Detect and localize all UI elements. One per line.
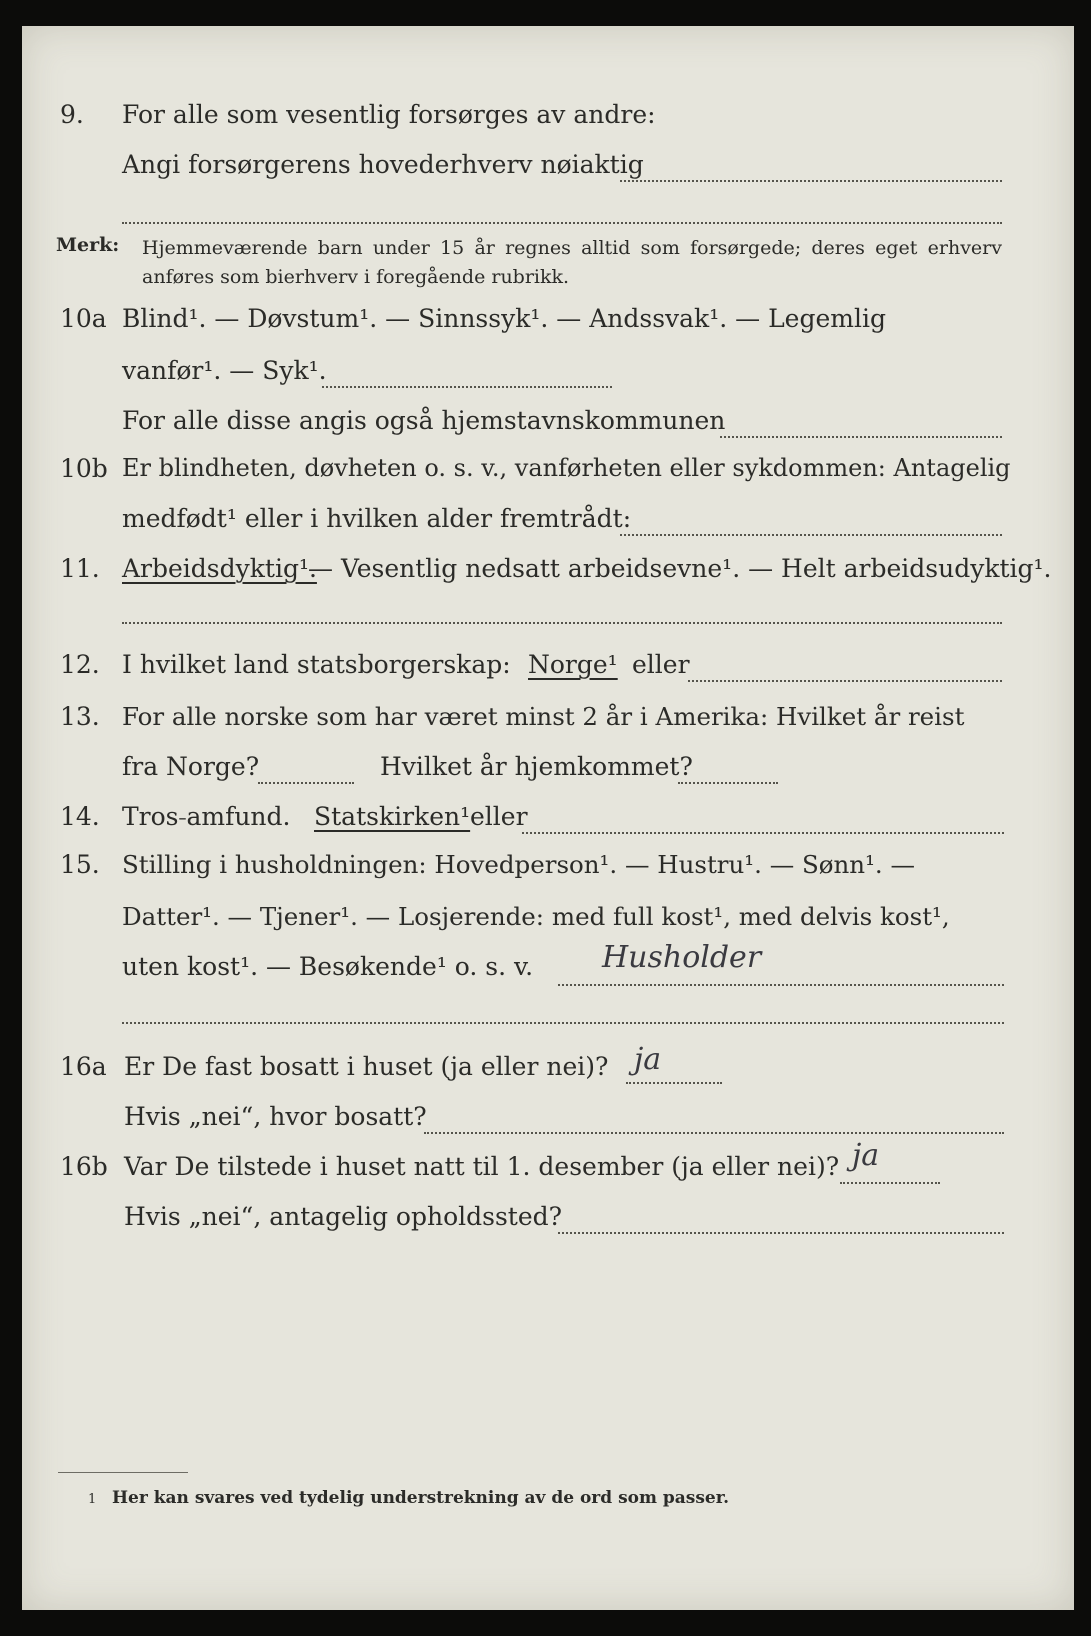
question-11 <box>22 554 1074 594</box>
answer-line[interactable] <box>122 222 1002 224</box>
question-16a <box>22 1042 1074 1092</box>
option-norge[interactable]: Norge¹ <box>528 650 618 679</box>
question-text: uten kost¹. — Besøkende¹ o. s. v. <box>122 952 534 981</box>
answer-line[interactable] <box>122 622 1002 624</box>
question-16b <box>22 1138 1074 1192</box>
question-14 <box>22 802 1074 842</box>
question-text: eller <box>632 650 690 679</box>
answer-line[interactable] <box>558 1232 1004 1234</box>
merk-text: Hjemmeværende barn under 15 år regnes alltid som forsørgede; deres eget erhverv anføres som bierhverv i foregående rubrikk. <box>142 237 1002 288</box>
question-text: Hvis „nei“, hvor bosatt? <box>124 1102 427 1131</box>
answer-line[interactable] <box>522 832 1004 834</box>
question-text: Datter¹. — Tjener¹. — Losjerende: med full kost¹, med delvis kost¹, <box>122 902 950 931</box>
question-number: 12. <box>60 650 100 679</box>
question-16a-line2 <box>22 1102 1074 1142</box>
question-10a-line2 <box>22 356 1074 396</box>
answer-line[interactable] <box>258 782 354 784</box>
question-number: 10a <box>60 304 107 333</box>
question-15-line3 <box>22 940 1074 992</box>
question-text: Var De tilstede i huset natt til 1. desember (ja eller nei)? <box>124 1152 840 1181</box>
question-number: 16a <box>60 1052 107 1081</box>
merk-label: Merk: <box>56 234 120 256</box>
question-text: eller <box>470 802 528 831</box>
answer-line[interactable] <box>620 534 1002 536</box>
question-text: fra Norge? <box>122 752 260 781</box>
question-15-line2 <box>22 902 1074 942</box>
question-text: I hvilket land statsborgerskap: <box>122 650 511 679</box>
question-9 <box>22 100 1074 140</box>
answer-line[interactable] <box>840 1182 940 1184</box>
option-arbeidsdyktig[interactable]: Arbeidsdyktig¹. <box>122 554 317 583</box>
handwritten-answer: ja <box>634 1042 662 1077</box>
question-number: 16b <box>60 1152 108 1181</box>
question-text: Tros ̵amfund. <box>122 802 291 831</box>
question-9-line2 <box>22 150 1074 190</box>
question-10a <box>22 304 1074 344</box>
question-text: For alle disse angis også hjemstavnskommunen <box>122 406 726 435</box>
question-10b-line2 <box>22 504 1074 544</box>
question-text: For alle norske som har været minst 2 år i Amerika: Hvilket år reist <box>122 702 965 731</box>
answer-line[interactable] <box>322 386 612 388</box>
question-text: Angi forsørgerens hovederhverv nøiaktig <box>122 150 644 179</box>
footnote-mark: 1 <box>88 1492 97 1507</box>
question-text: Er De fast bosatt i huset (ja eller nei)? <box>124 1052 609 1081</box>
question-number: 11. <box>60 554 100 583</box>
question-number: 14. <box>60 802 100 831</box>
question-10a-line3 <box>22 406 1074 446</box>
question-text: Hvis „nei“, antagelig opholdssted? <box>124 1202 563 1231</box>
answer-line[interactable] <box>678 782 778 784</box>
question-text: Stilling i husholdningen: Hovedperson¹. — Hustru¹. — Sønn¹. — <box>122 850 915 879</box>
question-number: 15. <box>60 850 100 879</box>
census-form-page <box>22 26 1074 1610</box>
merk-note <box>22 234 1074 294</box>
question-text: For alle som vesentlig forsørges av andre: <box>122 100 656 129</box>
question-13-line2 <box>22 752 1074 792</box>
option-statskirken[interactable]: Statskirken¹ <box>314 802 471 831</box>
question-16b-line2 <box>22 1202 1074 1242</box>
question-number: 13. <box>60 702 100 731</box>
question-number: 9. <box>60 100 84 129</box>
question-text: Er blindheten, døvheten o. s. v., vanførheten eller sykdommen: Antagelig <box>122 454 1011 482</box>
handwritten-answer: ja <box>852 1138 880 1173</box>
question-10b <box>22 454 1074 494</box>
answer-line[interactable] <box>558 984 1004 986</box>
answer-line[interactable] <box>688 680 1002 682</box>
question-number: 10b <box>60 454 108 483</box>
answer-line[interactable] <box>626 1082 722 1084</box>
question-12 <box>22 650 1074 690</box>
footnote-rule <box>58 1472 188 1473</box>
question-text: Blind¹. — Døvstum¹. — Sinnssyk¹. — Andssvak¹. — Legemlig <box>122 304 886 333</box>
answer-line[interactable] <box>424 1132 1004 1134</box>
question-15 <box>22 850 1074 890</box>
question-text: vanfør¹. — Syk¹. <box>122 356 327 385</box>
answer-line[interactable] <box>620 180 1002 182</box>
answer-line[interactable] <box>720 436 1002 438</box>
question-text: Hvilket år hjemkommet? <box>380 752 693 781</box>
handwritten-answer: Husholder <box>602 940 762 975</box>
footnote-text: Her kan svares ved tydelig understrekning av de ord som passer. <box>112 1488 730 1508</box>
question-text: — Vesentlig nedsatt arbeidsevne¹. — Helt arbeidsudyktig¹. <box>308 554 1052 583</box>
question-text: medfødt¹ eller i hvilken alder fremtrådt: <box>122 504 632 533</box>
question-13 <box>22 702 1074 742</box>
answer-line[interactable] <box>122 1022 1004 1024</box>
